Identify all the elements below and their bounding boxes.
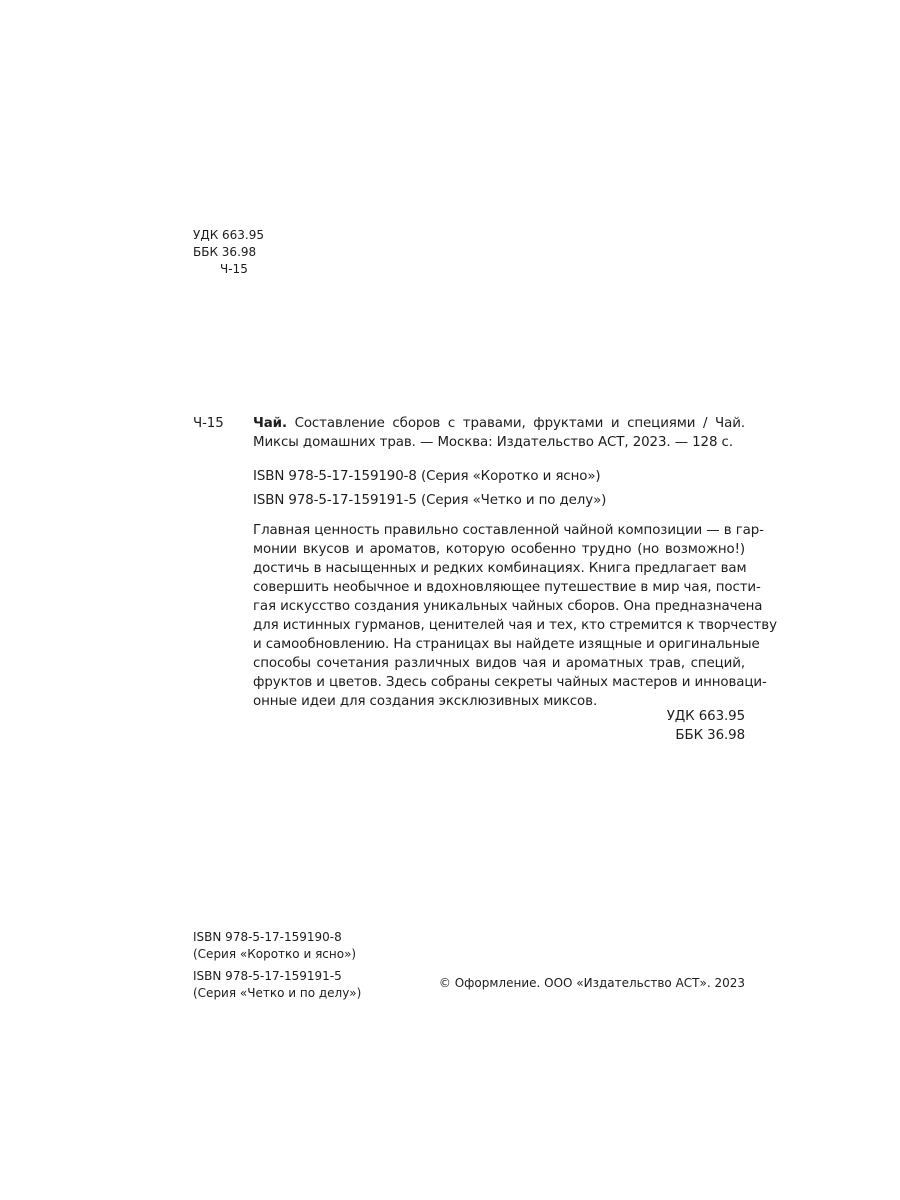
annotation-line: фруктов и цветов. Здесь собраны секреты чайных мастеров и инноваци-	[253, 675, 767, 690]
classification-codes-top	[193, 227, 264, 278]
entry-title-bold: Чай.	[253, 416, 287, 431]
udk-code: УДК 663.95	[193, 228, 265, 242]
isbn-line: ISBN 978-5-17-159191-5 (Серия «Четко и по делу»)	[253, 493, 607, 508]
annotation-line: и самообновлению. На страницах вы найдете изящные и оригинальные	[253, 637, 760, 652]
entry-line-2: Миксы домашних трав. — Москва: Издательство АСТ, 2023. — 128 с.	[253, 435, 733, 450]
isbn-list	[253, 467, 745, 515]
isbn-series: (Серия «Четко и по делу»)	[193, 986, 362, 1000]
isbn-number: ISBN 978-5-17-159190-8	[193, 930, 342, 944]
entry-title-line	[253, 414, 745, 433]
classification-codes-right	[667, 707, 745, 745]
bibliographic-entry	[253, 414, 745, 452]
bbk-code: ББК 36.98	[193, 245, 257, 259]
udk-code: УДК 663.95	[666, 709, 745, 724]
annotation-line: онные идеи для создания эксклюзивных миксов.	[253, 694, 598, 709]
author-sign-code: Ч-15	[220, 262, 248, 276]
isbn-number: ISBN 978-5-17-159191-5	[193, 969, 342, 983]
annotation-line: для истинных гурманов, ценителей чая и тех, кто стремится к творчеству	[253, 618, 777, 633]
bbk-code: ББК 36.98	[675, 728, 745, 743]
isbn-line: ISBN 978-5-17-159190-8 (Серия «Коротко и ясно»)	[253, 469, 601, 484]
annotation	[253, 521, 777, 711]
isbn-series: (Серия «Коротко и ясно»)	[193, 947, 357, 961]
copyright-notice: © Оформление. ООО «Издательство АСТ». 2023	[438, 976, 745, 990]
annotation-line: совершить необычное и вдохновляющее путешествие в мир чая, пости-	[253, 580, 761, 595]
annotation-line: достичь в насыщенных и редких комбинациях. Книга предлагает вам	[253, 561, 747, 576]
entry-author-sign: Ч-15	[193, 416, 224, 431]
annotation-line: Главная ценность правильно составленной чайной композиции — в гар-	[253, 523, 764, 538]
annotation-line: монии вкусов и ароматов, которую особенно трудно (но возможно!)	[253, 542, 745, 557]
isbn-group	[193, 968, 361, 1002]
annotation-line: способы сочетания различных видов чая и ароматных трав, специй,	[253, 656, 745, 671]
entry-title-rest: Составление сборов с травами, фруктами и специями / Чай.	[286, 416, 745, 431]
annotation-line: гая искусство создания уникальных чайных сборов. Она предназначена	[253, 599, 763, 614]
bottom-isbn-list	[193, 929, 361, 1007]
isbn-group	[193, 929, 361, 963]
